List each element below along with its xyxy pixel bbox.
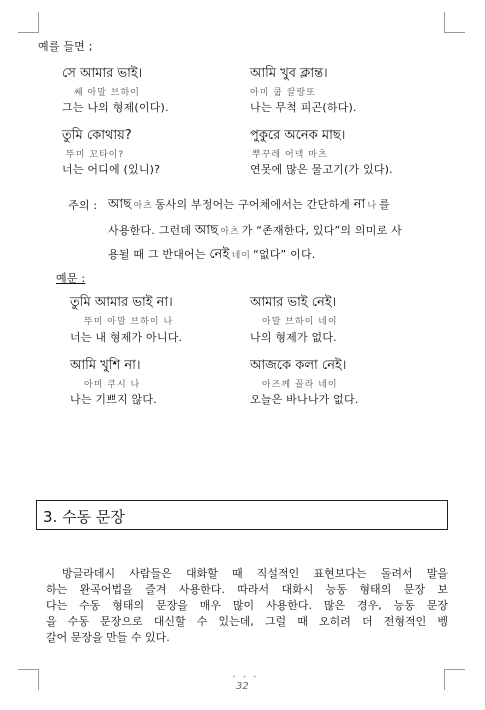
example-bengali: তুমি কোথায়? [62, 128, 132, 143]
note-text: 가 “존재한다, 있다”의 의미로 사 [241, 224, 402, 237]
pronunciation: 아츠 [220, 227, 240, 237]
crop-mark-bottom-right [444, 669, 465, 690]
example-korean: 나의 형제가 없다. [250, 331, 337, 344]
example-bengali: আমার ভাই নেই। [250, 295, 337, 310]
example-korean: 너는 어디에 (있니)? [62, 163, 161, 176]
intro-text: 예를 들면 ; [38, 40, 93, 53]
example-korean: 연못에 많은 물고기(가 있다). [250, 163, 393, 176]
example-korean: 오늘은 바나나가 없다. [250, 393, 359, 406]
section-heading-box [36, 500, 448, 530]
paragraph-line: 을 수동 문장으로 대신할 수 있는데, 그럴 때 오히려 더 전형적인 벵 [46, 615, 448, 628]
example-korean: 나는 무척 피곤(하다). [250, 101, 357, 114]
examples-label [56, 270, 85, 286]
note-line-2 [108, 221, 402, 242]
example-pronunciation: 뚜미 꼬타이? [66, 150, 125, 160]
example-bengali: আমি খুশি না। [70, 358, 141, 373]
paragraph-line: 방글라데시 사람들은 대화할 때 직설적인 표현보다는 돌려서 말을 [62, 567, 448, 580]
crop-mark-bottom-left [18, 669, 39, 690]
crop-mark-top-right [444, 12, 465, 33]
body-paragraph [46, 566, 448, 646]
bengali-word: আছ [108, 197, 132, 212]
examples-label-text: 예문 : [56, 272, 86, 285]
paragraph-line: 하는 완곡어법을 즐겨 사용한다. 따라서 대화시 능동 형태의 문장 보 [46, 583, 448, 596]
paragraph-line: 갈어 문장을 만들 수 있다. [46, 631, 170, 644]
example-pronunciation: 아미 쿠시 나 [84, 380, 141, 390]
example-pronunciation: 아즈께 꼴라 네이 [262, 380, 338, 390]
bengali-word: আছ [194, 223, 219, 238]
pronunciation: 나 [367, 201, 378, 211]
bengali-word: না [353, 197, 366, 212]
page-dots: • • • [232, 673, 259, 681]
example-pronunciation: 뿌꾸레 어넥 마츠 [252, 150, 328, 160]
example-pronunciation: 아미 쿱 끌랑또 [250, 88, 316, 98]
example-bengali: তুমি আমার ভাই না। [70, 295, 173, 310]
note-label: 주의 : [68, 199, 98, 212]
example-pronunciation: 쎄 아말 브하이 [74, 88, 140, 98]
paragraph-line: 다는 수동 형태의 문장을 매우 많이 사용한다. 많은 경우, 능동 문장 [46, 599, 448, 612]
note-line-1 [108, 195, 390, 216]
example-bengali: আমি খুব ক্লান্ত। [250, 66, 328, 81]
bengali-word: নেই [209, 247, 230, 262]
example-korean: 너는 내 형제가 아니다. [70, 331, 183, 344]
crop-mark-top-left [18, 12, 39, 33]
example-korean: 나는 기쁘지 않다. [70, 393, 157, 406]
section-title: 3. 수동 문장 [43, 508, 125, 526]
page-number: 32 [236, 681, 249, 692]
example-bengali: আজকে কলা নেই। [250, 358, 347, 373]
example-bengali: সে আমার ভাই। [62, 66, 143, 81]
note-text: 동사의 부정어는 구어체에서는 간단하게 [154, 198, 350, 211]
note-text: 사용한다. 그런데 [108, 224, 192, 237]
pronunciation: 네이 [231, 251, 251, 261]
pronunciation: 아츠 [133, 201, 153, 211]
note-text: 를 [379, 198, 390, 211]
example-pronunciation: 뚜미 아말 브하이 나 [84, 317, 174, 327]
example-pronunciation: 아말 브하이 네이 [262, 317, 338, 327]
note-text: “없다” 이다. [253, 248, 316, 261]
note-line-3 [108, 245, 316, 266]
example-bengali: পুকুরে অনেক মাছ। [250, 128, 346, 143]
example-korean: 그는 나의 형제(이다). [62, 101, 169, 114]
note-text: 용될 때 그 반대어는 [108, 248, 206, 261]
